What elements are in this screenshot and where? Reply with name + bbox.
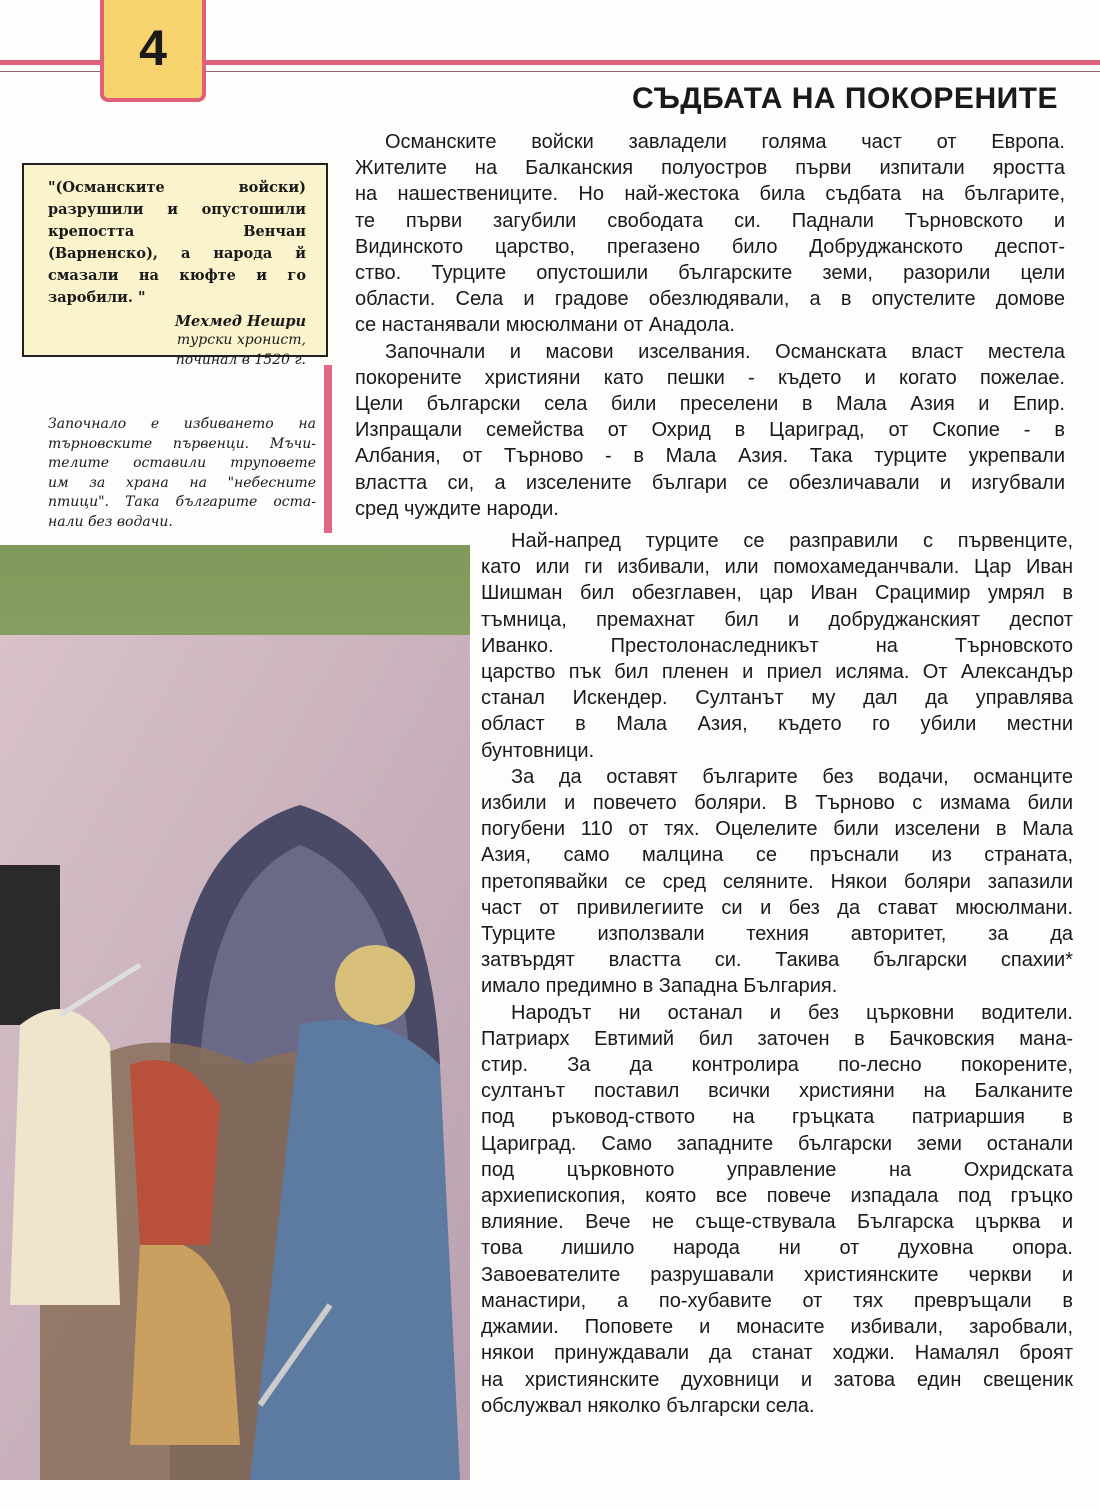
quote-role: турски хронист, bbox=[176, 332, 306, 348]
text-line: тъмница, премахнат бил и добруджанският деспот bbox=[481, 608, 1073, 631]
text-line: архиепископия, която все повече изпадала под гръцко bbox=[481, 1185, 1073, 1208]
text-line: като или ги избивали, или помохамеданчвали. Цар Иван bbox=[481, 556, 1073, 579]
quote-role: починал в 1520 г. bbox=[175, 352, 306, 368]
text-line: властта си, а изселените българи се обезличавали и изгубвали bbox=[355, 471, 1065, 494]
chapter-number: 4 bbox=[139, 20, 167, 76]
quote-text: "(Османските войски) разрушили и опустошили крепостта Венчан (Варненско), а народа й смазали на кюфте и го заробили. " bbox=[48, 179, 306, 306]
text-line: За да оставят българите без водачи, османците bbox=[511, 765, 1073, 788]
text-line: под ръковод-ството на гръцката патриаршия в bbox=[481, 1106, 1073, 1129]
chapter-number-badge bbox=[100, 0, 206, 102]
page-title: СЪДБАТА НА ПОКОРЕНИТЕ bbox=[631, 82, 1058, 115]
text-line: Османските войски завладели голяма част от Европа. bbox=[385, 131, 1065, 153]
illustration-caption bbox=[48, 415, 316, 532]
text-line: Шишман бил обезглавен, цар Иван Срацимир умрял в bbox=[481, 582, 1073, 605]
text-line: бунтовници. bbox=[481, 739, 595, 762]
text-line: област в Мала Азия, където го убили местни bbox=[481, 713, 1073, 736]
white-robed-figure bbox=[10, 1009, 120, 1305]
paragraph bbox=[481, 1000, 1073, 1419]
text-line: Започнали и масови изселвания. Османската власт местела bbox=[385, 340, 1065, 363]
text-line: Албания, от Търново - в Мала Азия. Така турците укрепвали bbox=[355, 445, 1065, 468]
text-line: Цели български села били преселени в Мала Азия и Епир. bbox=[355, 393, 1065, 416]
grated-window bbox=[0, 865, 60, 1025]
text-line: Иванко. Престолонаследникът на Търновското bbox=[481, 634, 1073, 657]
text-line: това лишило народа ни от духовна опора. bbox=[481, 1237, 1073, 1260]
text-line: манастири, а по-хубавите от тях превръщали в bbox=[481, 1289, 1073, 1312]
text-line: под църковното управление на Охридската bbox=[481, 1158, 1073, 1181]
illustration-massacre-scene bbox=[0, 545, 470, 1480]
text-line: султанът поставил всички християни на Балканите bbox=[481, 1080, 1073, 1103]
text-line: станал Искендер. Султанът му дал да управлява bbox=[481, 687, 1073, 710]
text-line: джамии. Поповете и монасите избивали, заробвали, bbox=[481, 1316, 1073, 1339]
main-text-column-bottom bbox=[481, 528, 1073, 1419]
text-line: погубени 110 от тях. Оцелелите били изселени в Мала bbox=[481, 818, 1073, 841]
quote-box bbox=[22, 163, 328, 368]
text-line: Най-напред турците се разправили с първенците, bbox=[511, 530, 1073, 552]
paragraph bbox=[355, 129, 1065, 339]
text-line: на нашествениците. Но най-жестока била съдбата на българите, bbox=[355, 183, 1065, 206]
text-line: покорените християни като пешки - където и когато пожелае. bbox=[355, 366, 1065, 389]
main-text-column-top bbox=[355, 129, 1065, 522]
paragraph bbox=[355, 339, 1065, 522]
red-cloak bbox=[130, 1060, 220, 1245]
caption-line: птици". Така българите оста- bbox=[48, 494, 316, 510]
text-line: Народът ни останал и без църковни водители. bbox=[511, 1001, 1073, 1024]
text-line: Патриарх Евтимий бил заточен в Бачковския мана- bbox=[481, 1027, 1073, 1050]
caption-line: нали без водачи. bbox=[48, 513, 173, 530]
text-line: някои принуждавали да станат ходжи. Намалял броят bbox=[481, 1342, 1073, 1365]
text-line: влияние. Вече не съще-ствувала Българска църква и bbox=[481, 1211, 1073, 1234]
figure-head bbox=[335, 945, 415, 1025]
text-line: сред чуждите народи. bbox=[355, 497, 559, 520]
text-line: се настанявали мюсюлмани от Анадола. bbox=[355, 314, 735, 337]
caption-accent-bar bbox=[324, 365, 332, 533]
text-line: на християнските духовници и затова един свещеник bbox=[481, 1368, 1073, 1391]
text-line: претопявайки се сред селяните. Някои боляри запазили bbox=[481, 870, 1073, 893]
text-line: Видинското царство, прегазено било Добруджанското деспот- bbox=[355, 235, 1065, 258]
caption-line: Започнало е избиването на bbox=[48, 416, 316, 432]
text-line: имало предимно в Западна България. bbox=[481, 975, 838, 998]
text-line: избили и повечето боляри. В Търново с измама били bbox=[481, 792, 1073, 815]
text-line: Завоевателите разрушавали християнските черкви и bbox=[481, 1263, 1073, 1286]
caption-line: търновските първенци. Мъчи- bbox=[48, 435, 316, 452]
paragraph bbox=[481, 764, 1073, 1000]
text-line: Жителите на Балканския полуостров първи изпитали яростта bbox=[355, 157, 1065, 180]
caption-line: им за храна на "небесните bbox=[48, 474, 316, 491]
text-line: Турците използвали техния авторитет, за да bbox=[481, 923, 1073, 946]
text-line: част от привилегиите си и без да стават мюсюлмани. bbox=[481, 896, 1073, 919]
text-line: те първи загубили свободата си. Паднали Търновското и bbox=[355, 209, 1065, 232]
text-line: царство пък бил пленен и приел исляма. От Александър bbox=[481, 661, 1073, 684]
text-line: стир. За да контролира по-лесно покорените, bbox=[481, 1054, 1073, 1077]
text-line: Цариград. Само западните български земи останали bbox=[481, 1132, 1073, 1155]
text-line: Азия, само малцина се пръснали из страната, bbox=[481, 844, 1073, 867]
text-line: Изпращали семейства от Охрид в Цариград, от Скопие - в bbox=[355, 419, 1065, 442]
text-line: ство. Турците опустошили българските земи, разорили цели bbox=[355, 262, 1065, 285]
caption-line: телите оставили труповете bbox=[48, 455, 316, 471]
text-line: обслужвал няколко български села. bbox=[481, 1394, 815, 1417]
text-line: области. Села и градове обезлюдявали, а в опустелите домове bbox=[355, 288, 1065, 311]
quote-author: Мехмед Нешри bbox=[174, 313, 306, 330]
text-line: затвърдят властта си. Такива български спахии* bbox=[481, 949, 1073, 972]
paragraph bbox=[481, 528, 1073, 764]
